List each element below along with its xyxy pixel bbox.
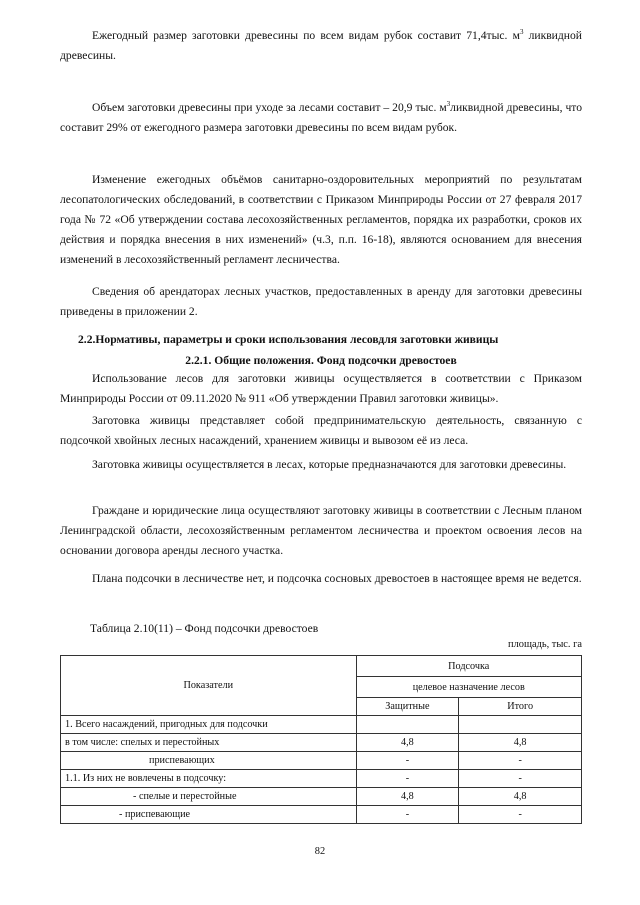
- paragraph-resin-usage: Использование лесов для заготовки живицы осуществляется в соответствии с Приказом Минприроды России от 09.11.2020 № 911 «Об утверждении Правил заготовки живицы».: [60, 372, 582, 405]
- paragraph-resin-forests: Заготовка живицы осуществляется в лесах, которые предназначаются для заготовки древесины.: [92, 458, 567, 471]
- row-protective: 4,8: [356, 734, 459, 752]
- row-protective: -: [356, 806, 459, 824]
- table-caption: Таблица 2.10(11) – Фонд подсочки древостоев: [90, 622, 319, 635]
- row-total: [459, 716, 582, 734]
- paragraph-resin-definition: Заготовка живицы представляет собой предпринимательскую деятельность, связанную с подсочкой хвойных лесных насаждений, хранением живицы и вывозом её из леса.: [60, 414, 582, 447]
- table-row: [61, 716, 582, 734]
- row-label: в том числе: спелых и перестойных: [61, 734, 357, 752]
- table-row: [61, 734, 582, 752]
- row-label: приспевающих: [61, 752, 357, 770]
- row-label: - спелые и перестойные: [61, 788, 357, 806]
- row-total: 4,8: [459, 734, 582, 752]
- paragraph-sanitary-changes: Изменение ежегодных объёмов санитарно-оздоровительных мероприятий по результатам лесопатологических обследований, в соответствии с Приказом Минприроды России от 27 февраля 2017 года № 72 «Об утверждении состава лесохозяйственных регламентов, порядка их разработки, сроков их действия и порядка внесения в них изменений» (ч.3, п.п. 16-18), являются основанием для внесения изменений в лесохозяйственный регламент лесничества.: [60, 173, 582, 266]
- table-row: [61, 788, 582, 806]
- row-label: 1.1. Из них не вовлечены в подсочку:: [61, 770, 357, 788]
- header-purpose: целевое назначение лесов: [356, 677, 582, 698]
- paragraph-no-plan: Плана подсочки в лесничестве нет, и подсочка сосновых древостоев в настоящее время не ведется.: [92, 572, 582, 585]
- row-protective: -: [356, 752, 459, 770]
- row-label: - приспевающие: [61, 806, 357, 824]
- section-heading: 2.2.Нормативы, параметры и сроки использования лесовдля заготовки живицы: [78, 333, 499, 346]
- subsection-heading: 2.2.1. Общие положения. Фонд подсочки древостоев: [185, 354, 457, 367]
- row-label: 1. Всего насаждений, пригодных для подсочки: [61, 716, 357, 734]
- page-number: 82: [314, 846, 326, 857]
- paragraph-tenants: Сведения об арендаторах лесных участков, предоставленных в аренду для заготовки древесины приведены в приложении 2.: [60, 285, 582, 318]
- header-total: Итого: [459, 698, 582, 716]
- row-total: -: [459, 806, 582, 824]
- header-indicators: Показатели: [61, 656, 357, 716]
- row-total: -: [459, 770, 582, 788]
- table-row: [61, 752, 582, 770]
- row-protective: 4,8: [356, 788, 459, 806]
- table-row: [61, 770, 582, 788]
- table-unit: площадь, тыс. га: [508, 639, 582, 650]
- table-row: [61, 806, 582, 824]
- header-protective: Защитные: [356, 698, 459, 716]
- paragraph-harvest-volume: Ежегодный размер заготовки древесины по всем видам рубок составит 71,4тыс. $м^3$ ликвидной древесины.: [60, 28, 582, 62]
- resin-fund-table: [60, 655, 582, 824]
- header-podsochka: Подсочка: [356, 656, 582, 677]
- row-protective: -: [356, 770, 459, 788]
- row-total: 4,8: [459, 788, 582, 806]
- paragraph-care-volume: Объем заготовки древесины при уходе за лесами составит – 20,9 тыс. $м^3ликвидной$ древесины, что составит 29% от ежегодного размера заготовки древесины по всем видам рубок.: [60, 100, 582, 134]
- paragraph-citizens: Граждане и юридические лица осуществляют заготовку живицы в соответствии с Лесным планом Ленинградской области, лесохозяйственным регламентом лесничества и проектом освоения лесов на основании договора аренды лесного участка.: [60, 504, 582, 557]
- row-total: -: [459, 752, 582, 770]
- row-protective: [356, 716, 459, 734]
